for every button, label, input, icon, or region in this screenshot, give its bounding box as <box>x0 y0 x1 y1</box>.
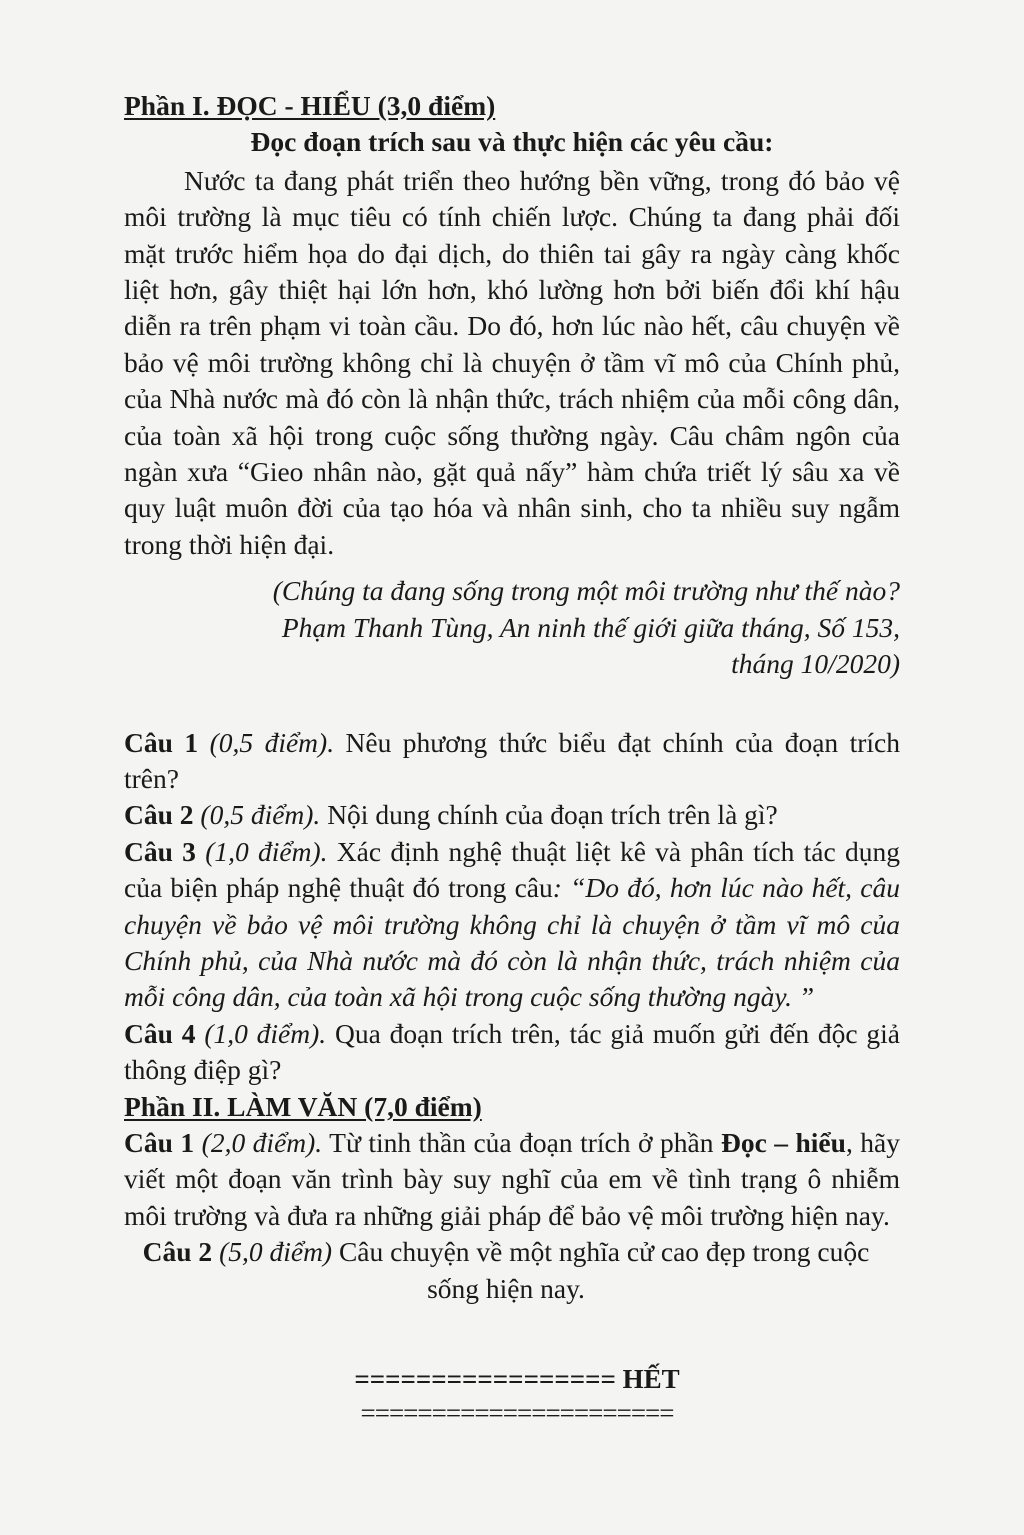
question-1-label: Câu 1 <box>124 726 199 758</box>
passage-source <box>124 573 900 682</box>
reading-passage: Nước ta đang phát triển theo hướng bền vững, trong đó bảo vệ môi trường là mục tiêu có tính chiến lược. Chúng ta đang phải đối mặt trước hiểm họa do đại dịch, do thiên tai gây ra ngày càng khốc liệt hơn, gây thiệt hại lớn hơn, khó lường hơn bởi biến đổi khí hậu diễn ra trên phạm vi toàn cầu. Do đó, hơn lúc nào hết, câu chuyện về bảo vệ môi trường không chỉ là chuyện ở tầm vĩ mô của Chính phủ, của Nhà nước mà đó còn là nhận thức, trách nhiệm của mỗi công dân, của toàn xã hội trong cuộc sống thường ngày. Câu châm ngôn của ngàn xưa “Gieo nhân nào, gặt quả nấy” hàm chứa triết lý sâu xa về quy luật muôn đời của tạo hóa và nhân sinh, cho ta nhiều suy ngẫm trong thời hiện đại. <box>124 164 900 560</box>
essay-question-2-points: (5,0 điểm) <box>219 1236 333 1268</box>
essay-question-1-bold-term: Đọc – hiểu <box>720 1126 846 1158</box>
essay-question-2-text: Câu chuyện về một nghĩa cử cao đẹp trong cuộc sống hiện nay. <box>332 1236 870 1304</box>
question-1-text: Nêu phương thức biểu đạt chính của đoạn trích trên? <box>124 726 901 794</box>
essay-question-2 <box>124 1234 888 1307</box>
question-2-points: (0,5 điểm). <box>200 799 321 831</box>
essay-question-1-points: (2,0 điểm). <box>201 1126 323 1158</box>
end-word: HẾT <box>622 1364 680 1394</box>
question-1-points: (0,5 điểm). <box>209 726 335 758</box>
question-2-label: Câu 2 <box>124 799 194 831</box>
essay-question-1 <box>124 1125 900 1234</box>
essay-question-1-text-after: , hãy viết một đoạn văn trình bày suy nghĩ của em về tình trạng ô nhiễm môi trường và đưa ra những giải pháp để bảo vệ môi trường hiện nay. <box>124 1126 901 1231</box>
source-line-1: (Chúng ta đang sống trong một môi trường như thế nào? <box>272 575 900 607</box>
essay-question-2-label: Câu 2 <box>142 1236 213 1268</box>
question-1 <box>124 725 900 798</box>
question-4 <box>124 1016 900 1089</box>
end-marker <box>124 1363 900 1429</box>
question-2-text: Nội dung chính của đoạn trích trên là gì? <box>320 799 778 831</box>
part2-heading: Phần II. LÀM VĂN (7,0 điểm) <box>124 1090 482 1122</box>
part1-instruction: Đọc đoạn trích sau và thực hiện các yêu cầu: <box>250 126 774 158</box>
question-3-label: Câu 3 <box>124 835 196 867</box>
question-3 <box>124 834 900 1016</box>
question-3-points: (1,0 điểm). <box>205 835 328 867</box>
question-4-text: Qua đoạn trích trên, tác giả muốn gửi đến độc giả thông điệp gì? <box>124 1017 901 1086</box>
essay-question-1-label: Câu 1 <box>124 1126 195 1158</box>
source-line-2: Phạm Thanh Tùng, An ninh thế giới giữa tháng, Số 153, <box>281 611 900 643</box>
end-rule-bottom: ====================== <box>360 1398 674 1428</box>
question-4-points: (1,0 điểm). <box>204 1017 327 1049</box>
part1-questions <box>124 725 900 1089</box>
source-line-3: tháng 10/2020) <box>731 648 900 680</box>
question-2 <box>124 797 900 833</box>
part1-heading: Phần I. ĐỌC - HIỂU (3,0 điểm) <box>124 90 496 121</box>
question-3-text: Xác định nghệ thuật liệt kê và phân tích tác dụng của biện pháp nghệ thuật đó trong câu <box>124 835 900 904</box>
end-rule-left: ================= <box>354 1364 616 1394</box>
essay-question-1-text-before: Từ tinh thần của đoạn trích ở phần <box>322 1126 721 1158</box>
question-4-label: Câu 4 <box>124 1017 196 1049</box>
question-3-quote: : “Do đó, hơn lúc nào hết, câu chuyện về bảo vệ môi trường không chỉ là chuyện ở tầm vĩ mô của Chính phủ, của Nhà nước mà đó còn là nhận thức, trách nhiệm của mỗi công dân, của toàn xã hội trong cuộc sống thường ngày. ” <box>124 872 900 1013</box>
essay-question-2-wrap <box>124 1234 900 1307</box>
